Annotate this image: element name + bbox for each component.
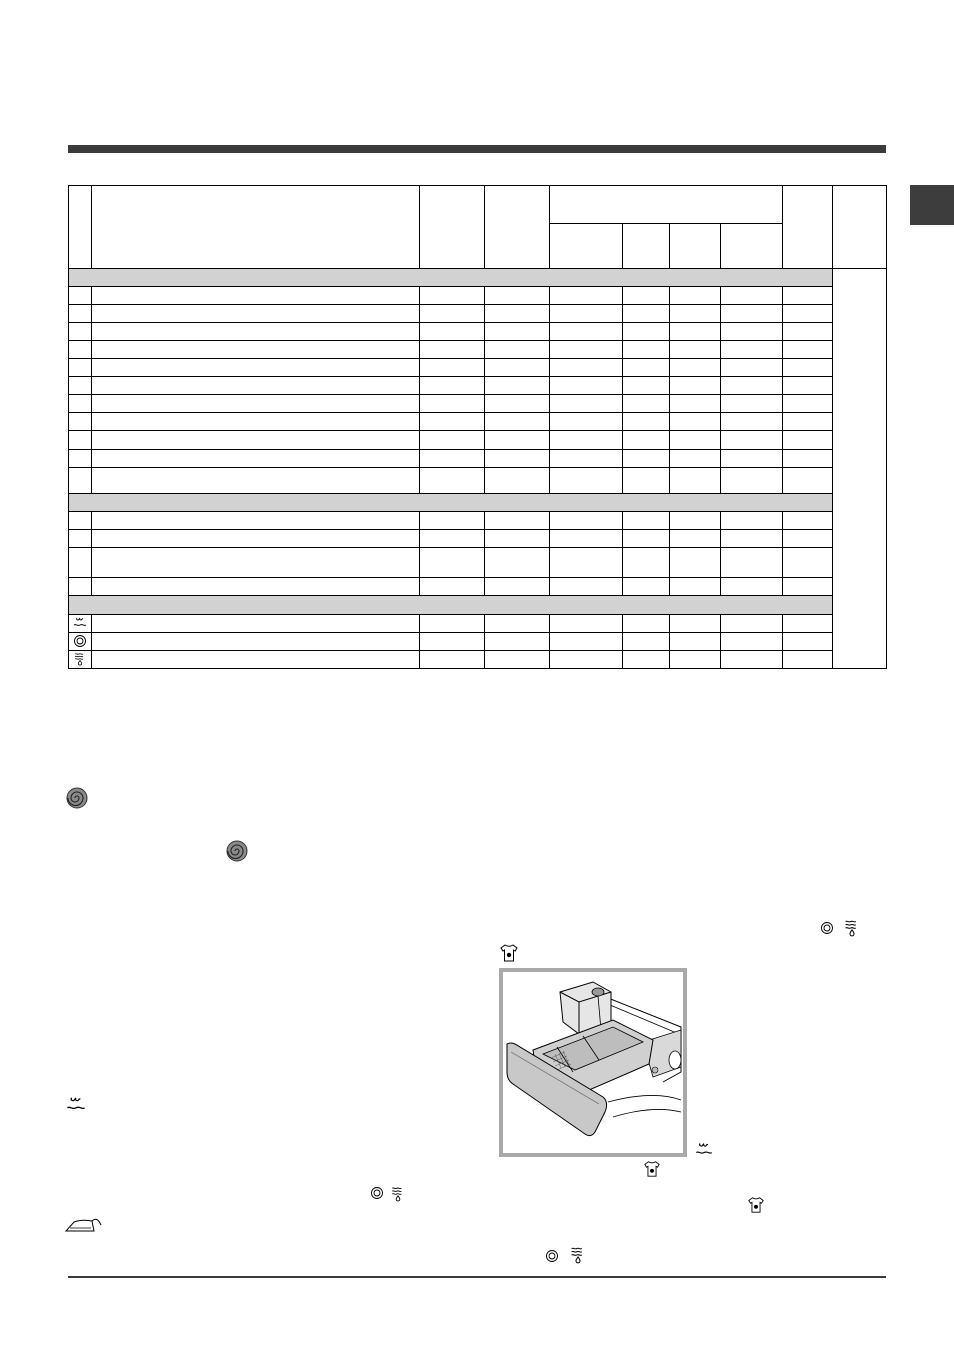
table-row — [69, 322, 887, 340]
shirt-stain-icon — [499, 943, 519, 963]
subheader-prewash-cell — [550, 224, 623, 268]
table-row — [69, 578, 887, 596]
table-row — [69, 449, 887, 467]
detergent-dispenser-drawer-illustration — [499, 968, 687, 1157]
table-row — [69, 359, 887, 377]
table-row — [69, 395, 887, 413]
subheader-wash-cell — [623, 224, 670, 268]
header-duration-cell — [833, 186, 887, 269]
subheader-softener-cell — [721, 224, 783, 268]
section-header-cell — [69, 493, 833, 511]
header-spin-cell — [485, 186, 550, 269]
section-header-cell — [69, 596, 833, 614]
prewash-icon — [66, 1095, 86, 1115]
table-row — [69, 286, 887, 304]
header-description-cell — [92, 186, 420, 269]
iron-icon — [64, 1213, 104, 1235]
table-row — [69, 340, 887, 358]
top-rule — [68, 145, 886, 153]
table-row — [69, 650, 887, 668]
header-detergents-cell — [550, 186, 783, 224]
prewash-icon — [69, 614, 92, 632]
table-row — [69, 632, 887, 650]
table-header-row — [69, 186, 887, 224]
rinse-icon — [370, 1186, 384, 1200]
header-number-cell — [69, 186, 92, 269]
table-row — [69, 304, 887, 322]
spin-drain-icon — [69, 650, 92, 668]
header-temperature-cell — [420, 186, 485, 269]
shirt-stain-icon — [747, 1196, 765, 1214]
table-row — [69, 548, 887, 578]
rinse-icon — [69, 632, 92, 650]
bottom-rule — [68, 1276, 886, 1278]
rinse-icon — [820, 921, 834, 935]
wash-programmes-table — [68, 185, 887, 669]
section-header-row — [69, 596, 887, 614]
table-row — [69, 614, 887, 632]
spin-drain-icon — [569, 1246, 587, 1264]
rinse-icon — [545, 1249, 559, 1263]
section-header-row — [69, 268, 887, 286]
table-row — [69, 467, 887, 493]
table-row — [69, 377, 887, 395]
header-max-load-cell — [783, 186, 833, 269]
shirt-stain-icon — [643, 1160, 661, 1178]
section-header-row — [69, 493, 887, 511]
table-row — [69, 413, 887, 431]
spiral-button-icon — [66, 787, 88, 809]
language-side-tab — [910, 185, 954, 225]
table-row — [69, 530, 887, 548]
spin-drain-icon — [390, 1186, 406, 1202]
table-row — [69, 511, 887, 529]
section-header-cell — [69, 268, 833, 286]
spiral-button-icon — [226, 840, 248, 862]
duration-column-cell — [833, 268, 887, 669]
subheader-bleach-cell — [670, 224, 721, 268]
prewash-icon — [695, 1141, 713, 1159]
table-row — [69, 431, 887, 449]
spin-drain-icon — [843, 919, 861, 937]
